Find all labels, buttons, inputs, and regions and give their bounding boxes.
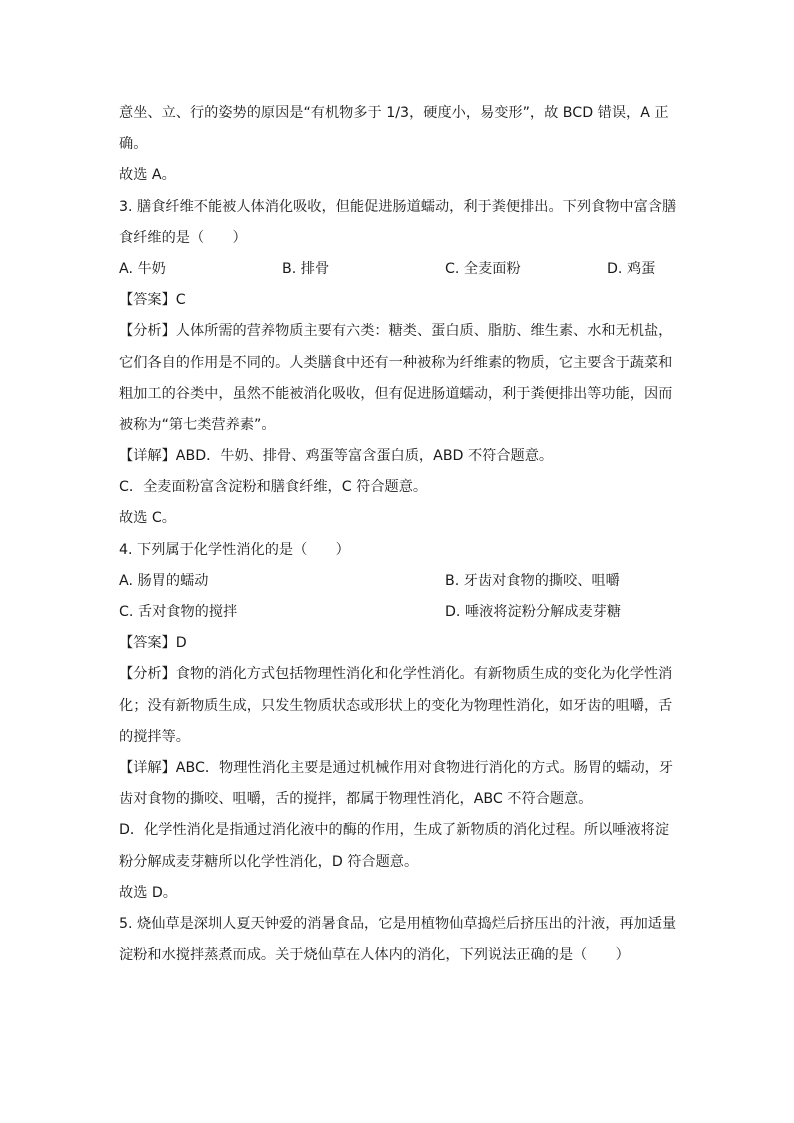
option-a: A. 牛奶 <box>119 260 166 277</box>
text-line: 意坐、立、行的姿势的原因是“有机物多于 1/3，硬度小，易变形”，故 BCD 错误，A 正 <box>119 105 669 121</box>
option-a: A. 肠胃的蠕动 <box>119 572 209 589</box>
question-4-options-row2 <box>119 597 679 628</box>
text-line: 确。 <box>119 136 148 153</box>
text-line: 故选 A。 <box>119 167 176 184</box>
analysis-text: 【分析】人体所需的营养物质主要有六类：糖类、蛋白质、脂肪、维生素、水和无机盐， <box>119 323 673 340</box>
option-b: B. 牙齿对食物的撕咬、咀嚼 <box>445 572 620 589</box>
detail-text: 粉分解成麦芽糖所以化学性消化，D 符合题意。 <box>119 853 419 870</box>
answer-label: 【答案】C <box>119 292 186 309</box>
analysis-text: 的搅拌等。 <box>119 728 190 745</box>
question-5-stem: 5. 烧仙草是深圳人夏天钟爱的消暑食品，它是用植物仙草捣烂后挤压出的汁液，再加适量 <box>119 915 677 932</box>
question-3-stem: 3. 膳食纤维不能被人体消化吸收，但能促进肠道蠕动，利于粪便排出。下列食物中富含膳 <box>119 198 677 215</box>
document-body <box>119 98 679 971</box>
analysis-text: 化；没有新物质生成，只发生物质状态或形状上的变化为物理性消化，如牙齿的咀嚼，舌 <box>119 697 673 714</box>
selection-text: 故选 D。 <box>119 884 177 901</box>
detail-text: 齿对食物的撕咬、咀嚼，舌的搅拌，都属于物理性消化，ABC 不符合题意。 <box>119 791 593 808</box>
analysis-text: 被称为“第七类营养素”。 <box>119 416 276 433</box>
option-b: B. 排骨 <box>282 260 330 277</box>
detail-text: 【详解】ABC．物理性消化主要是通过机械作用对食物进行消化的方式。肠胃的蠕动，牙 <box>119 759 674 776</box>
analysis-text: 它们各自的作用是不同的。人类膳食中还有一种被称为纤维素的物质，它主要含于蔬菜和 <box>119 354 673 371</box>
detail-text: D．化学性消化是指通过消化液中的酶的作用，生成了新物质的消化过程。所以唾液将淀 <box>119 822 670 839</box>
answer-label: 【答案】D <box>119 635 187 652</box>
question-4-options-row1 <box>119 566 679 597</box>
analysis-text: 粗加工的谷类中，虽然不能被消化吸收，但有促进肠道蠕动，利于粪便排出等功能，因而 <box>119 385 673 402</box>
option-c: C. 舌对食物的搅拌 <box>119 604 238 620</box>
detail-text: C．全麦面粉富含淀粉和膳食纤维，C 符合题意。 <box>119 479 428 496</box>
option-d: D. 唾液将淀粉分解成麦芽糖 <box>445 604 622 620</box>
question-4-stem: 4. 下列属于化学性消化的是（ ） <box>119 541 350 558</box>
detail-text: 【详解】ABD．牛奶、排骨、鸡蛋等富含蛋白质，ABD 不符合题意。 <box>119 448 554 465</box>
analysis-text: 【分析】食物的消化方式包括物理性消化和化学性消化。有新物质生成的变化为化学性消 <box>119 666 673 683</box>
option-d: D. 鸡蛋 <box>607 260 656 277</box>
question-3-options <box>119 254 679 285</box>
question-3-stem: 食纤维的是（ ） <box>119 229 247 246</box>
selection-text: 故选 C。 <box>119 510 176 527</box>
option-c: C. 全麦面粉 <box>445 260 521 277</box>
question-5-stem: 淀粉和水搅拌蒸煮而成。关于烧仙草在人体内的消化，下列说法正确的是（ ） <box>119 947 630 964</box>
